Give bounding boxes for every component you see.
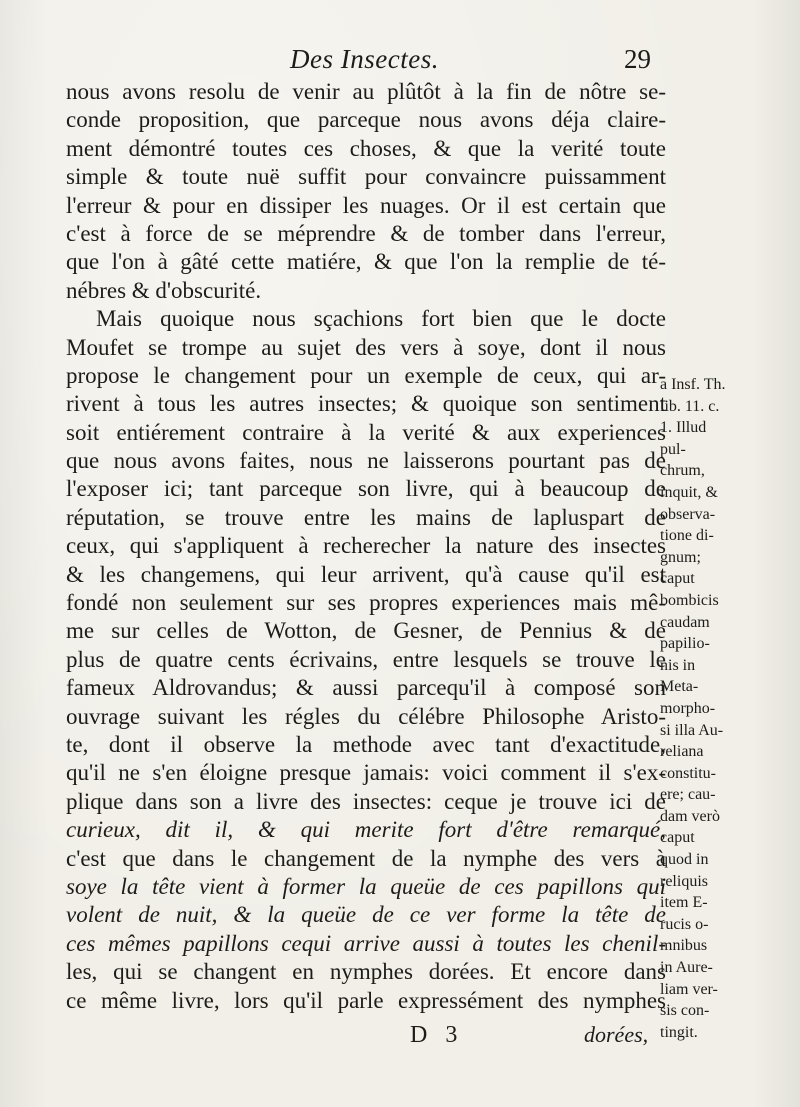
text-line: curieux, dit il, & qui merite fort d'être remarqué,: [66, 817, 666, 843]
margin-note-line: mnibus: [660, 937, 708, 955]
margin-note-line: morpho-: [660, 699, 716, 717]
text-line: ces mêmes papillons cequi arrive aussi à toutes les chenil-: [66, 930, 666, 956]
margin-note-line: quod in: [660, 851, 709, 869]
margin-note-line: 1. Illud: [660, 419, 707, 437]
text-line: rivent à tous les autres insectes; & quoique son sentiment: [66, 391, 666, 417]
margin-note-line: bombicis: [660, 591, 719, 609]
text-line: me sur celles de Wotton, de Gesner, de Pennius & de: [66, 618, 666, 644]
margin-note-line: observa-: [660, 505, 716, 523]
marginal-notes: [660, 374, 780, 1043]
margin-note-line: nis in: [660, 656, 696, 674]
margin-note-line: sis con-: [660, 1002, 710, 1020]
margin-note-line: caput: [660, 570, 695, 588]
text-line: Moufet se trompe au sujet des vers à soye, dont il nous: [66, 334, 666, 360]
margin-note-line: tingit.: [660, 1023, 698, 1041]
text-line: que nous avons faites, nous ne laisserons pourtant pas de: [66, 448, 666, 474]
text-line: nous avons resolu de venir au plûtôt à la fin de nôtre se-: [66, 79, 666, 104]
margin-note-line: lib. 11. c.: [660, 397, 720, 415]
margin-note-line: constitu-: [660, 764, 716, 782]
page-number: 29: [624, 44, 651, 74]
margin-note-line: papilio-: [660, 635, 710, 653]
text-line: nébres & d'obscurité.: [66, 277, 262, 303]
text-line: c'est que dans le changement de la nymphe des vers à: [66, 845, 666, 871]
text-line: c'est à force de se méprendre & de tomber dans l'erreur,: [66, 220, 666, 246]
margin-note-line: si illa Au-: [660, 721, 724, 739]
text-line: & les changemens, qui leur arrivent, qu'à cause qu'il est: [66, 561, 666, 587]
margin-note-line: ere; cau-: [660, 786, 716, 804]
text-line: les, qui se changent en nymphes dorées. Et encore dans: [66, 959, 666, 985]
text-line: que l'on à gâté cette matiére, & que l'on la remplie de té-: [66, 249, 666, 275]
text-line: soit entiérement contraire à la verité & aux experiences: [66, 419, 666, 445]
margin-note-line: reliana: [660, 743, 704, 761]
text-line: l'exposer ici; tant parceque son livre, qui à beaucoup de: [66, 476, 666, 502]
margin-note-line: gnum;: [660, 548, 701, 566]
margin-note-line: pul-: [660, 440, 686, 458]
text-line: propose le changement pour un exemple de ceux, qui ar-: [66, 362, 666, 388]
text-line: ment démontré toutes ces choses, & que la verité toute: [66, 135, 666, 161]
text-line: fameux Aldrovandus; & aussi parcequ'il à composé son: [66, 675, 666, 701]
margin-note-line: rucis o-: [660, 915, 709, 933]
text-line: fondé non seulement sur ses propres experiences mais mê-: [66, 590, 666, 616]
margin-note-line: in Aure-: [660, 959, 713, 977]
text-line: ceux, qui s'appliquent à recherecher la nature des insectes: [66, 533, 666, 559]
margin-note-line: inquit, &: [660, 483, 718, 501]
text-line: ouvrage suivant les régles du célébre Philosophe Aristo-: [66, 703, 666, 729]
text-line: soye la tête vient à former la queüe de ces papillons qui: [66, 873, 666, 899]
text-line: réputation, se trouve entre les mains de lapluspart de: [66, 504, 666, 530]
text-line: volent de nuit, & la queüe de ce ver forme la tête de: [66, 902, 666, 928]
catchword: dorées,: [584, 1022, 649, 1047]
text-line: Mais quoique nous sçachions fort bien que le docte: [96, 306, 666, 332]
text-line: qu'il ne s'en éloigne presque jamais: voici comment il s'ex-: [66, 760, 666, 786]
page-header: [0, 38, 800, 78]
text-line: l'erreur & pour en dissiper les nuages. Or il est certain que: [66, 192, 666, 218]
text-line: conde proposition, que parceque nous avons déja claire-: [66, 107, 666, 133]
margin-note-line: liam ver-: [660, 980, 718, 998]
running-title: Des Insectes.: [290, 44, 439, 74]
margin-note-line: caudam: [660, 613, 710, 631]
main-text-block: [66, 78, 666, 1015]
margin-note-line: a Insf. Th.: [660, 376, 726, 393]
margin-note-line: dam verò: [660, 807, 720, 825]
margin-note-line: Meta-: [660, 678, 699, 696]
text-line: te, dont il observe la methode avec tant d'exactitude,: [66, 731, 666, 757]
text-line: plique dans son a livre des insectes: ceque je trouve ici de: [66, 788, 666, 814]
margin-note-line: item E-: [660, 894, 708, 912]
margin-note-line: chrum,: [660, 462, 705, 480]
text-line: ce même livre, lors qu'il parle expressément des nymphes: [66, 987, 666, 1013]
text-line: simple & toute nuë suffit pour convaincre puissamment: [66, 164, 666, 190]
text-line: plus de quatre cents écrivains, entre lesquels se trouve le: [66, 646, 666, 672]
margin-note-line: reliquis: [660, 872, 708, 890]
margin-note-line: caput: [660, 829, 695, 847]
signature-mark: D 3: [410, 1022, 464, 1048]
page-footer: [0, 1022, 800, 1062]
margin-note-line: tione di-: [660, 527, 714, 545]
